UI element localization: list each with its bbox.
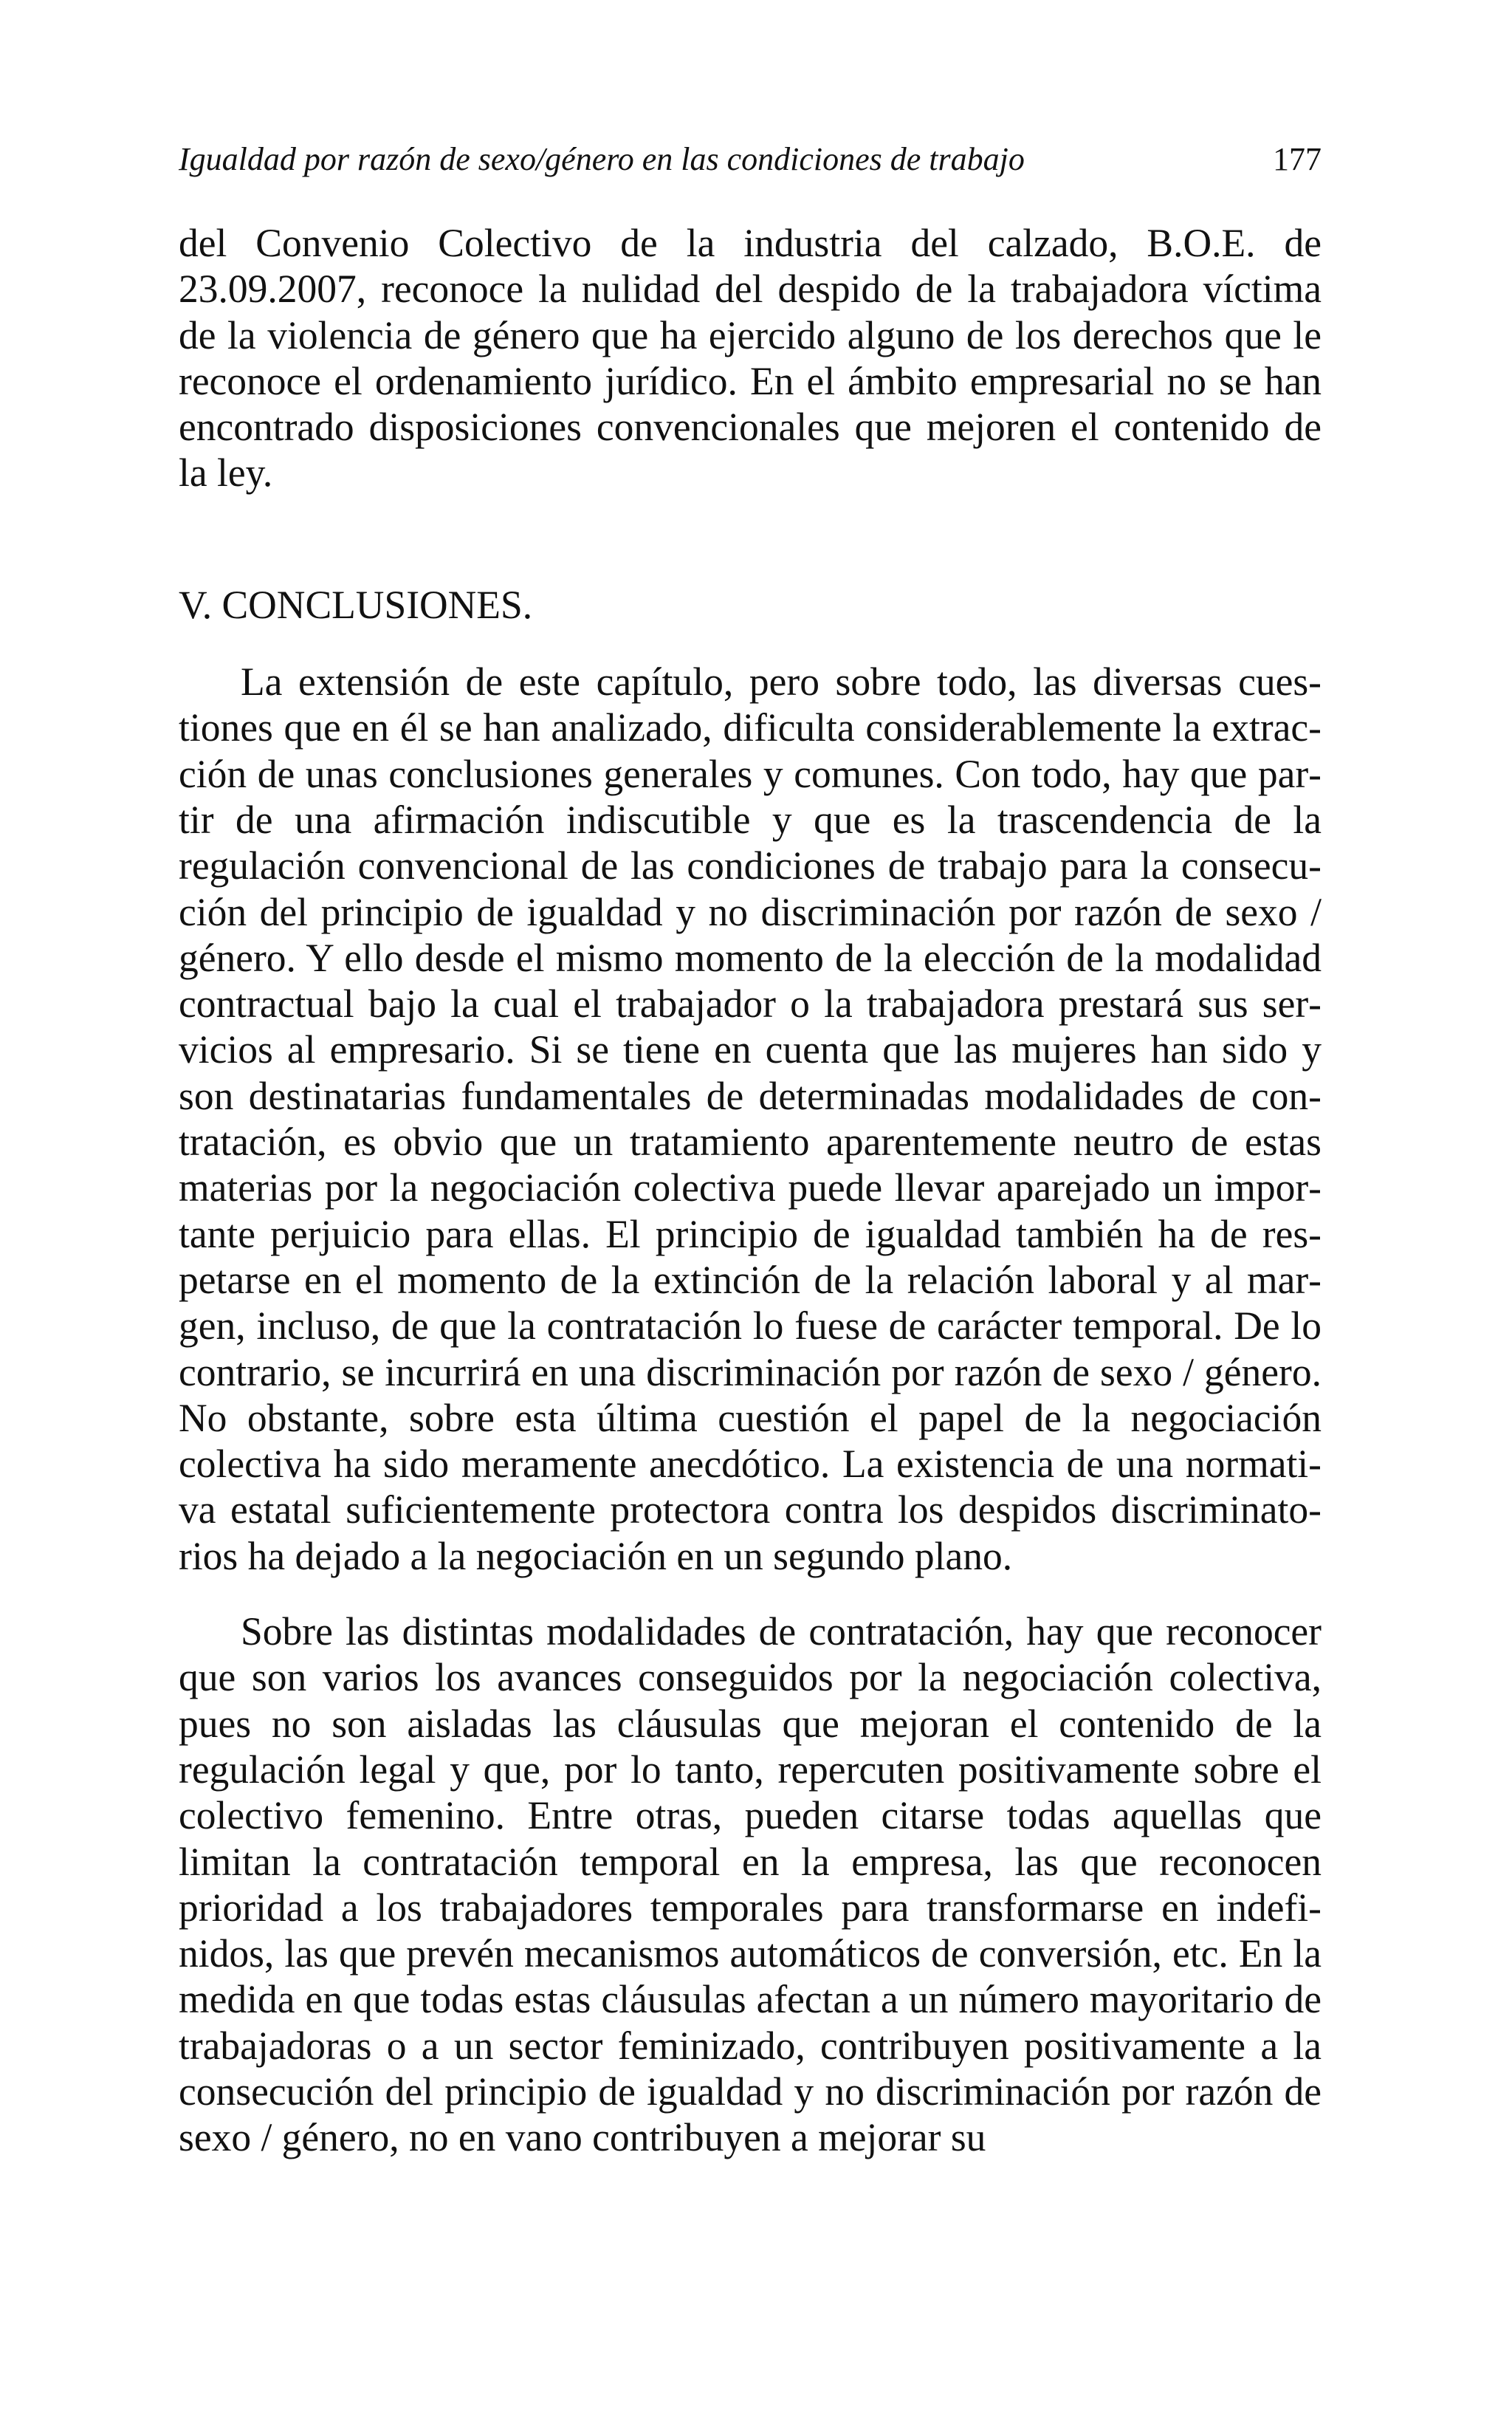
page-number: 177: [1273, 141, 1322, 177]
section-heading: V. CONCLUSIONES.: [179, 582, 533, 627]
paragraph-continuation: del Convenio Colectivo de la industria del calzado, B.O.E. de 23.09.2007, reconoce la nulidad del despido de la trabajadora víctima de la violencia de género que ha ejercido alguno de los derechos que le reconoce el ordenamiento jurídico. En el ámbito empresarial no se han encontrado disposiciones convencionales que mejoren el contenido de la ley.: [179, 221, 1322, 496]
running-title: Igualdad por razón de sexo/género en las condiciones de trabajo: [179, 141, 1025, 177]
running-header: [179, 137, 1322, 182]
paragraph-conclusions-1: La extensión de este capítulo, pero sobre todo, las diversas cuestiones que en él se han analizado, dificulta considerablemente la extracción de unas conclusiones generales y comunes. Con todo, hay que partir de una afirmación indiscutible y que es la trascendencia de la regulación convencional de las condiciones de trabajo para la consecución del principio de igualdad y no discriminación por razón de sexo / género. Y ello desde el mismo momento de la elección de la modalidad contractual bajo la cual el trabajador o la trabajadora prestará sus servicios al empresario. Si se tiene en cuenta que las mujeres han sido y son destinatarias fundamentales de determinadas modalidades de contratación, es obvio que un tratamiento aparentemente neutro de estas materias por la negociación colectiva puede llevar aparejado un importante perjuicio para ellas. El principio de igualdad también ha de respetarse en el momento de la extinción de la relación laboral y al margen, incluso, de que la contratación lo fuese de carácter temporal. De lo contrario, se incurrirá en una discriminación por razón de sexo / género. No obstante, sobre esta última cuestión el papel de la negociación colectiva ha sido meramente anecdótico. La existencia de una normativa estatal suficientemente protectora contra los despidos discriminatorios ha dejado a la negociación en un segundo plano.: [179, 659, 1322, 1578]
paragraph-conclusions-2: Sobre las distintas modalidades de contratación, hay que reconocer que son varios los avances conseguidos por la negociación colectiva, pues no son aisladas las cláusulas que mejoran el contenido de la regulación legal y que, por lo tanto, repercuten positivamente sobre el colectivo femenino. Entre otras, pueden citarse todas aquellas que limitan la contratación temporal en la empresa, las que reconocen prioridad a los trabajadores temporales para transformarse en indefinidos, las que prevén mecanismos automáticos de conversión, etc. En la medida en que todas estas cláusulas afectan a un número mayoritario de trabajadoras o a un sector feminizado, contribuyen positivamente a la consecución del principio de igualdad y no discriminación por razón de sexo / género, no en vano contribuyen a mejorar su: [179, 1609, 1322, 2160]
body-text: [179, 220, 1322, 2161]
